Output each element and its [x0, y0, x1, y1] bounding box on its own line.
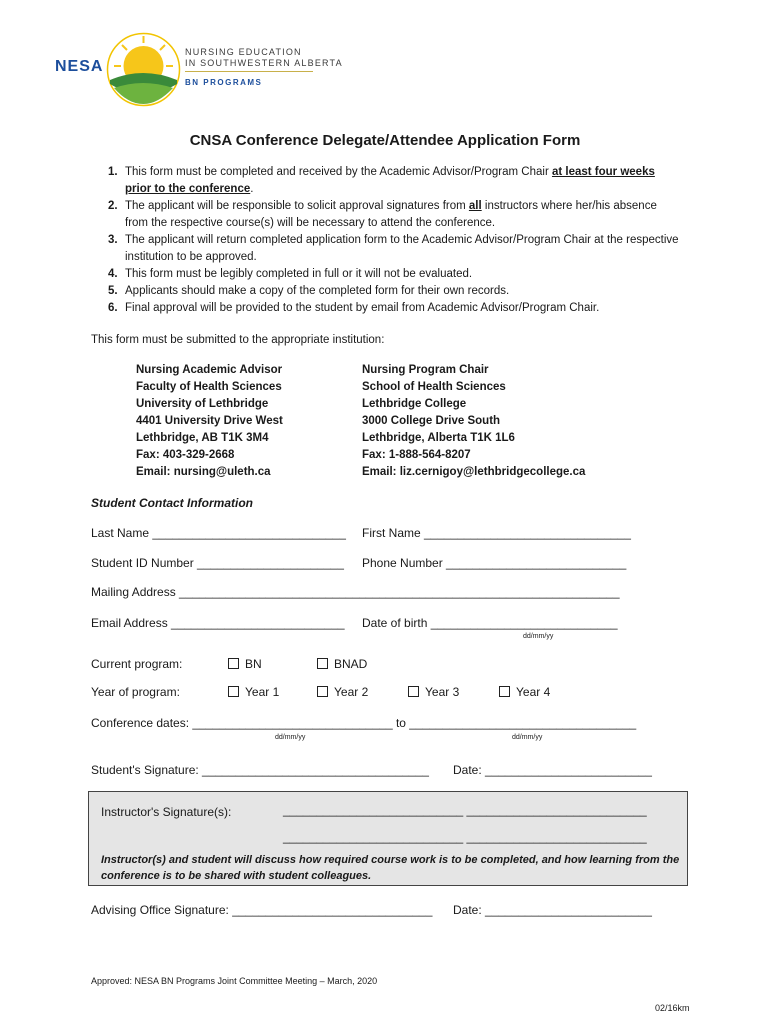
- email-field[interactable]: Email Address __________________________: [91, 616, 345, 630]
- logo-divider: [185, 71, 313, 72]
- student-signature-field[interactable]: Student's Signature: __________________________________: [91, 763, 429, 777]
- checkbox-icon[interactable]: [499, 686, 510, 697]
- instructions-list: [108, 164, 683, 317]
- logo-line-3: BN PROGRAMS: [185, 78, 263, 87]
- student-date-field[interactable]: Date: _________________________: [453, 763, 652, 777]
- address-uleth: Nursing Academic Advisor Faculty of Health Sciences University of Lethbridge 4401 University Drive West Lethbridge, AB T1K 3M4 Fax: 403-329-2668 Email: nursing@uleth.ca: [136, 362, 283, 481]
- checkbox-icon[interactable]: [317, 658, 328, 669]
- instructor-signature-line[interactable]: ___________________________ ___________________________: [283, 803, 647, 817]
- phone-field[interactable]: Phone Number ___________________________: [362, 556, 627, 570]
- instructor-signature-label: Instructor's Signature(s):: [101, 805, 232, 819]
- instruction-item: 2. The applicant will be responsible to solicit approval signatures from all instructors where her/his absence from the respective course(s) will be necessary to attend the conference.: [108, 200, 657, 229]
- year-4-option[interactable]: Year 4: [499, 685, 550, 699]
- conference-dates-field[interactable]: Conference dates: ______________________________ to __________________________________: [91, 716, 637, 730]
- program-bn-option[interactable]: BN: [228, 657, 262, 671]
- sun-logo-icon: [106, 32, 181, 107]
- instructor-signature-line[interactable]: ___________________________ ___________________________: [283, 830, 647, 844]
- first-name-field[interactable]: First Name _______________________________: [362, 526, 631, 540]
- advising-signature-field[interactable]: Advising Office Signature: ______________________________: [91, 903, 433, 917]
- mailing-address-field[interactable]: Mailing Address __________________________________________________________________: [91, 585, 620, 599]
- conf-from-format-hint: dd/mm/yy: [275, 734, 306, 741]
- checkbox-icon[interactable]: [228, 686, 239, 697]
- instruction-item: 6. Final approval will be provided to the student by email from Academic Advisor/Program Chair.: [108, 302, 600, 314]
- section-heading: Student Contact Information: [91, 496, 253, 510]
- instruction-item: 4. This form must be legibly completed in full or it will not be evaluated.: [108, 268, 473, 280]
- instruction-item: 3. The applicant will return completed application form to the Academic Advisor/Program Chair at the respective institution to be approved.: [108, 234, 679, 263]
- document-code: 02/16km: [655, 1003, 690, 1013]
- current-program-label: Current program:: [91, 657, 183, 671]
- year-1-option[interactable]: Year 1: [228, 685, 279, 699]
- checkbox-icon[interactable]: [228, 658, 239, 669]
- advising-date-field[interactable]: Date: _________________________: [453, 903, 652, 917]
- dob-field[interactable]: Date of birth ____________________________: [362, 616, 618, 630]
- logo-acronym: NESA: [55, 58, 104, 75]
- instruction-item: 5. Applicants should make a copy of the completed form for their own records.: [108, 285, 510, 297]
- checkbox-icon[interactable]: [317, 686, 328, 697]
- conf-to-format-hint: dd/mm/yy: [512, 734, 543, 741]
- submit-note: This form must be submitted to the appropriate institution:: [91, 334, 385, 346]
- email-link-college[interactable]: Email: liz.cernigoy@lethbridgecollege.ca: [362, 466, 586, 478]
- last-name-field[interactable]: Last Name _____________________________: [91, 526, 346, 540]
- logo-line-1: NURSING EDUCATION: [185, 47, 302, 57]
- instruction-item: 1. This form must be completed and received by the Academic Advisor/Program Chair at least four weeks prior to the conference.: [108, 166, 655, 195]
- year-program-label: Year of program:: [91, 685, 180, 699]
- address-college: Nursing Program Chair School of Health Sciences Lethbridge College 3000 College Drive South Lethbridge, Alberta T1K 1L6 Fax: 1-888-564-8207 Email: liz.cernigoy@lethbridgecollege.ca: [362, 362, 585, 481]
- email-link-uleth[interactable]: Email: nursing@uleth.ca: [136, 466, 271, 478]
- logo-line-2: IN SOUTHWESTERN ALBERTA: [185, 58, 343, 68]
- year-3-option[interactable]: Year 3: [408, 685, 459, 699]
- program-bnad-option[interactable]: BNAD: [317, 657, 367, 671]
- checkbox-icon[interactable]: [408, 686, 419, 697]
- instructor-note: Instructor(s) and student will discuss how required course work is to be completed, and how learning from the conference is to be shared with student colleagues.: [101, 854, 680, 882]
- form-title: CNSA Conference Delegate/Attendee Application Form: [189, 132, 581, 149]
- student-id-field[interactable]: Student ID Number ______________________: [91, 556, 344, 570]
- approval-footer: Approved: NESA BN Programs Joint Committee Meeting – March, 2020: [91, 976, 378, 986]
- dob-format-hint: dd/mm/yy: [523, 633, 554, 640]
- year-2-option[interactable]: Year 2: [317, 685, 368, 699]
